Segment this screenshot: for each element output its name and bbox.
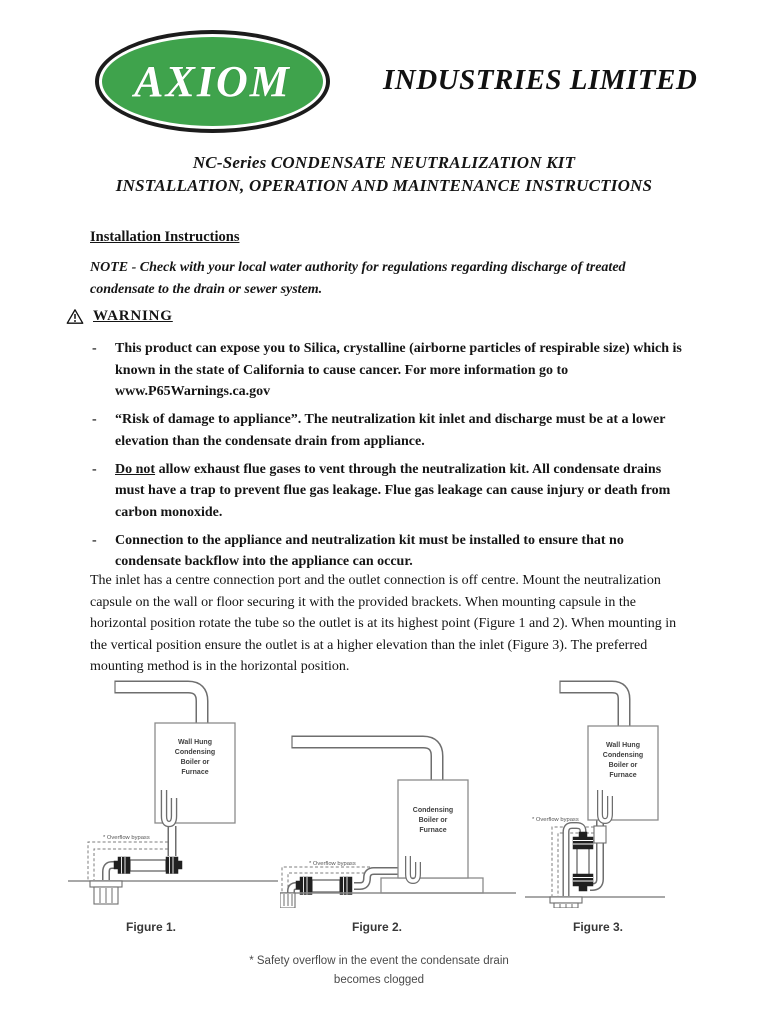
title-line-2: INSTALLATION, OPERATION AND MAINTENANCE INSTRUCTIONS [115,176,653,195]
overflow-bypass-label: * Overflow bypass [532,817,579,823]
footnote-line-2: becomes clogged [333,974,425,986]
floor-drain [280,893,295,908]
warning-list [92,338,688,579]
warning-item [92,409,688,452]
figure-3-caption: Figure 3. [572,920,623,934]
warning-heading [66,308,173,325]
svg-text:Condensing: Condensing [602,752,644,759]
overflow-bypass-label: * Overflow bypass [103,835,150,841]
floor-drain [550,897,582,908]
svg-text:Boiler or: Boiler or [418,817,448,824]
svg-text:Furnace: Furnace [609,772,637,779]
svg-text:Furnace: Furnace [181,769,209,776]
warning-item [92,338,688,403]
svg-text:Boiler or: Boiler or [608,762,638,769]
vent-pipe [115,681,202,724]
svg-text:Boiler or: Boiler or [180,759,210,766]
neutralizer-capsule [114,857,182,874]
figure-2-caption: Figure 2. [351,920,402,934]
warning-item-text: “Risk of damage to appliance”. The neutralization kit inlet and discharge must be at a lower elevation than the condensate drain from appliance. [115,412,666,449]
mounting-paragraph: The inlet has a centre connection port and the outlet connection is off centre. Mount the neutralization capsule on the wall or floor securing it with the provided brackets. When mounting capsule in the horizontal position rotate the tube so the outlet is at its highest point (Figure 1 and 2). When mounting in the vertical position ensure the outlet is at a higher elevation than the inlet (Figure 3). The preferred mounting method is in the horizontal position. [90,573,677,674]
figure-1-diagram [60,668,290,908]
neutralizer-capsule [573,832,593,891]
document-title [0,151,768,197]
warning-item-text: Connection to the appliance and neutralization kit must be installed to ensure that no condensate backflow into the appliance can occur. [115,532,624,569]
warning-item-text: Do not allow exhaust flue gases to vent through the neutralization kit. All condensate drains must have a trap to prevent flue gas leakage. Flue gas leakage can cause injury or death from carbon monoxide. [115,461,671,520]
warning-triangle-icon [66,308,84,325]
bullet-dash: - [92,461,97,477]
warning-item-text: This product can expose you to Silica, crystalline (airborne particles of respirable size) which is known in the state of California to cause cancer. For more information go to www.P65Warnings.ca.gov [115,341,682,399]
boiler-base [381,878,483,893]
figures-section [0,668,768,1024]
vent-pipe [560,681,624,727]
logo-text: AXIOM [134,57,291,106]
bullet-dash: - [92,532,97,548]
vent-pipe [292,736,437,781]
bullet-dash: - [92,412,97,427]
neutralizer-capsule [296,877,352,895]
logo-oval [102,37,323,126]
bullet-dash: - [92,341,97,356]
svg-text:Wall Hung: Wall Hung [178,739,212,746]
figure-1-caption: Figure 1. [125,920,176,934]
overflow-bypass-label: * Overflow bypass [309,861,356,867]
svg-text:Furnace: Furnace [419,827,447,834]
figure-2-diagram [280,668,520,908]
title-line-1: NC-Series CONDENSATE NEUTRALIZATION KIT [192,153,576,172]
warning-item [92,530,688,573]
company-name: INDUSTRIES LIMITED [383,64,698,96]
figure-3-diagram [520,668,768,908]
svg-text:Condensing: Condensing [412,807,454,814]
note-text: NOTE - Check with your local water authority for regulations regarding discharge of treated condensate to the drain or sewer system. [90,260,626,297]
installation-instructions-heading: Installation Instructions [90,229,240,245]
svg-text:Wall Hung: Wall Hung [606,742,640,749]
safety-overflow-footnote [0,952,758,990]
warning-heading-label: WARNING [93,308,173,324]
svg-text:Condensing: Condensing [174,749,216,756]
axiom-logo [95,30,330,133]
warning-item [92,459,688,524]
floor-drain [90,881,122,904]
footnote-line-1: * Safety overflow in the event the condensate drain [249,955,509,967]
